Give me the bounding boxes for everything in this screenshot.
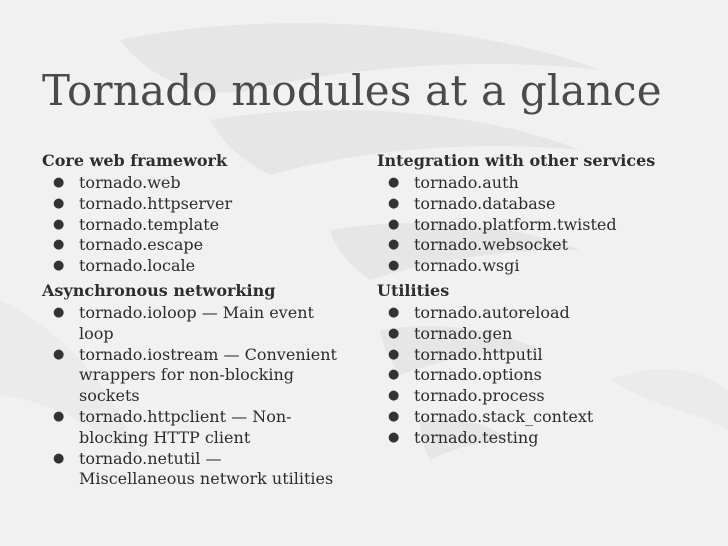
left-column xyxy=(42,149,342,492)
bullet-icon: ● xyxy=(388,388,400,404)
bullet-icon: ● xyxy=(388,304,400,320)
list-item: ● tornado.ioloop — Main event loop xyxy=(53,302,314,343)
section-heading-integration: Integration with other services xyxy=(377,151,656,170)
bullet-icon: ● xyxy=(53,408,65,424)
list-item: ● tornado.gen xyxy=(388,323,513,343)
list-item: ● tornado.httpserver xyxy=(53,193,233,213)
list-item: ● tornado.platform.twisted xyxy=(388,214,617,234)
bullet-icon: ● xyxy=(388,175,400,190)
bullet-icon: ● xyxy=(388,195,400,211)
bullet-icon: ● xyxy=(53,175,65,190)
list-item: ● tornado.stack_context xyxy=(388,406,594,426)
section-heading-asynchronous-networking: Asynchronous networking xyxy=(42,280,276,300)
bullet-icon: ● xyxy=(53,450,65,466)
right-column xyxy=(377,149,677,451)
list-item: ● tornado.locale xyxy=(53,256,196,276)
list-item: ● tornado.httpclient — Non-blocking HTTP client xyxy=(53,406,292,447)
section-heading-utilities: Utilities xyxy=(377,280,450,300)
bullet-icon: ● xyxy=(388,325,400,341)
bullet-icon: ● xyxy=(388,216,400,232)
bullet-icon: ● xyxy=(388,429,400,445)
asynchronous-networking-list xyxy=(42,303,342,490)
section-heading-core-web-framework: Core web framework xyxy=(42,151,228,170)
list-item: ● tornado.database xyxy=(388,193,556,213)
list-item: ● tornado.testing xyxy=(388,427,539,447)
bullet-icon: ● xyxy=(388,237,400,253)
bullet-icon: ● xyxy=(53,304,65,320)
bullet-icon: ● xyxy=(53,195,65,211)
list-item: ● tornado.process xyxy=(388,386,545,406)
list-item: ● tornado.web xyxy=(53,173,181,192)
list-item: ● tornado.autoreload xyxy=(388,302,570,322)
bullet-icon: ● xyxy=(53,216,65,232)
list-item: ● tornado.netutil — Miscellaneous network utilities xyxy=(53,448,334,489)
list-item: ● tornado.websocket xyxy=(388,235,569,255)
bullet-icon: ● xyxy=(53,237,65,253)
core-web-framework-list xyxy=(42,173,342,277)
list-item: ● tornado.template xyxy=(53,214,220,234)
bullet-icon: ● xyxy=(388,408,400,424)
list-item: ● tornado.escape xyxy=(53,235,204,255)
list-item: ● tornado.iostream — Convenient wrappers for non-blocking sockets xyxy=(53,344,337,406)
list-item: ● tornado.wsgi xyxy=(388,256,520,276)
bullet-icon: ● xyxy=(388,258,400,274)
slide-title: Tornado modules at a glance xyxy=(42,66,662,115)
bullet-icon: ● xyxy=(53,258,65,274)
bullet-icon: ● xyxy=(388,367,400,383)
list-item: ● tornado.auth xyxy=(388,173,519,192)
list-item: ● tornado.options xyxy=(388,365,542,385)
utilities-list xyxy=(377,303,677,449)
bullet-icon: ● xyxy=(388,346,400,362)
list-item: ● tornado.httputil xyxy=(388,344,543,364)
bullet-icon: ● xyxy=(53,346,65,362)
integration-list xyxy=(377,173,677,277)
